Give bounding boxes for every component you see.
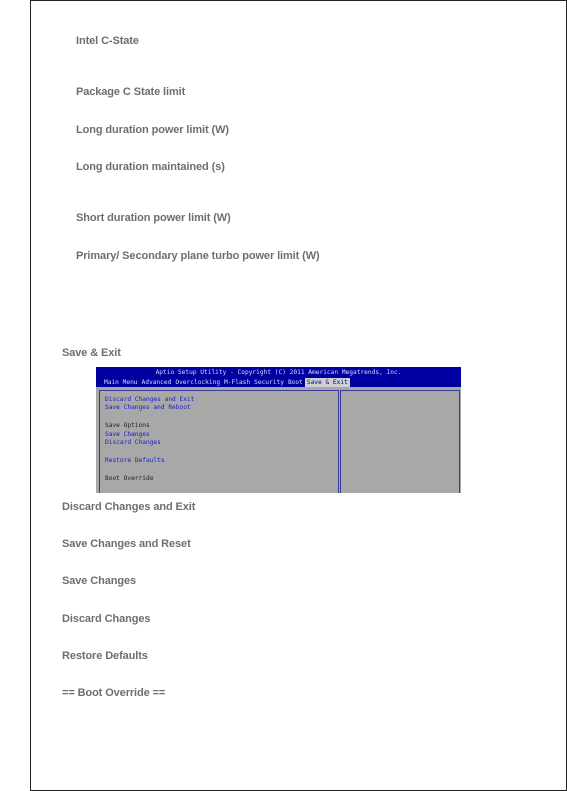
heading-long-duration-power-limit: Long duration power limit (W) [76,124,229,136]
bios-title: Aptio Setup Utility - Copyright (C) 2011 American Megatrends, Inc. [155,369,402,376]
bios-item-discard-changes[interactable]: Discard Changes [105,439,161,446]
heading-restore-defaults: Restore Defaults [62,650,148,662]
page-border-left [30,0,31,791]
heading-save-changes-and-reset: Save Changes and Reset [62,538,191,550]
bios-options-panel [99,390,339,493]
heading-intel-c-state: Intel C-State [76,35,139,47]
heading-discard-changes-and-exit: Discard Changes and Exit [62,501,196,513]
bios-item-boot-override: Boot Override [105,475,154,482]
bios-tab-security[interactable]: Security [254,379,284,386]
heading-long-duration-maintained: Long duration maintained (s) [76,161,225,173]
bios-screenshot [96,367,461,493]
heading-plane-turbo-power-limit: Primary/ Secondary plane turbo power limit (W) [76,250,320,262]
page-border-top [30,0,567,1]
bios-tab-save-exit[interactable]: Save & Exit [306,379,348,386]
bios-body [96,387,461,493]
heading-short-duration-power-limit: Short duration power limit (W) [76,212,231,224]
bios-tab-main-menu[interactable]: Main Menu [104,379,138,386]
bios-help-panel [340,390,460,493]
heading-boot-override: == Boot Override == [62,687,166,699]
bios-tab-overclocking[interactable]: Overclocking [175,379,221,386]
bios-item-save-changes[interactable]: Save Changes [105,431,150,438]
bios-tab-advanced[interactable]: Advanced [141,379,172,386]
bios-item-discard-changes-exit[interactable]: Discard Changes and Exit [105,396,195,403]
bios-menu-bar [102,378,350,387]
bios-item-save-options: Save Options [105,422,150,429]
bios-tab-boot[interactable]: Boot [287,379,303,386]
bios-item-restore-defaults[interactable]: Restore Defaults [105,457,165,464]
bios-item-save-changes-reboot[interactable]: Save Changes and Reboot [105,404,191,411]
heading-discard-changes: Discard Changes [62,613,151,625]
heading-save-changes: Save Changes [62,575,137,587]
section-title-save-exit: Save & Exit [62,347,121,359]
bios-tab-m-flash[interactable]: M-Flash [224,379,251,386]
heading-package-c-state-limit: Package C State limit [76,86,186,98]
